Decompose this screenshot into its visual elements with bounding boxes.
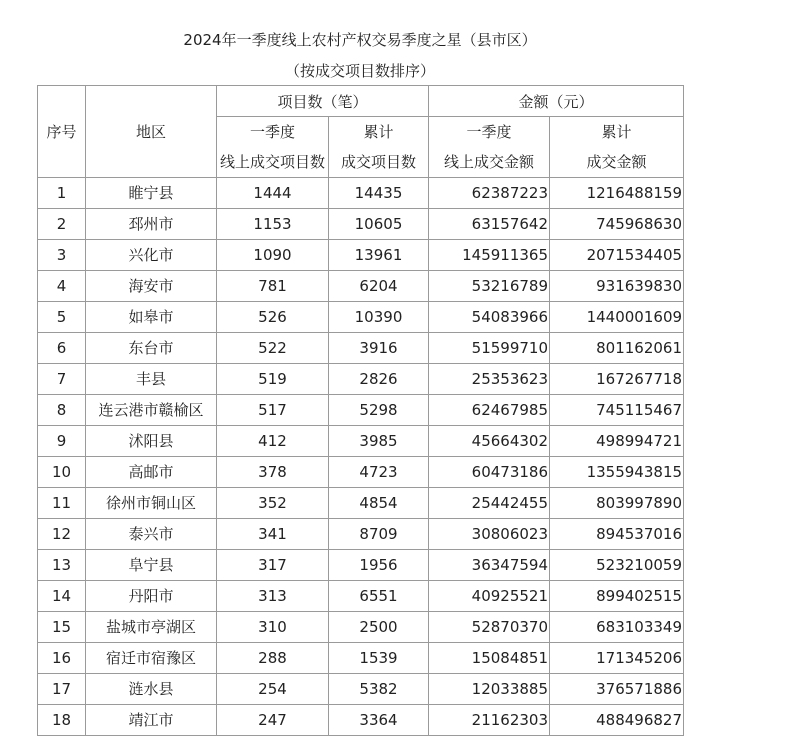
table-row bbox=[38, 178, 684, 209]
cell-q1-projects: 517 bbox=[217, 395, 329, 426]
cell-cum-amount: 1216488159 bbox=[550, 178, 684, 209]
cell-q1-projects: 313 bbox=[217, 581, 329, 612]
cell-cum-amount: 488496827 bbox=[550, 705, 684, 736]
cell-cum-projects: 2500 bbox=[329, 612, 429, 643]
table-row bbox=[38, 519, 684, 550]
cell-seq: 17 bbox=[38, 674, 86, 705]
cell-region: 如皋市 bbox=[86, 302, 217, 333]
header-amount-group: 金额（元） bbox=[429, 86, 684, 117]
cell-q1-projects: 522 bbox=[217, 333, 329, 364]
cell-q1-amount: 62387223 bbox=[429, 178, 550, 209]
table-row bbox=[38, 395, 684, 426]
cell-seq: 9 bbox=[38, 426, 86, 457]
cell-seq: 8 bbox=[38, 395, 86, 426]
cell-seq: 5 bbox=[38, 302, 86, 333]
cell-region: 海安市 bbox=[86, 271, 217, 302]
table-row bbox=[38, 581, 684, 612]
cell-seq: 6 bbox=[38, 333, 86, 364]
cell-cum-amount: 745115467 bbox=[550, 395, 684, 426]
cell-cum-amount: 2071534405 bbox=[550, 240, 684, 271]
cell-seq: 14 bbox=[38, 581, 86, 612]
cell-cum-amount: 523210059 bbox=[550, 550, 684, 581]
cell-cum-projects: 5298 bbox=[329, 395, 429, 426]
table-row bbox=[38, 643, 684, 674]
cell-seq: 1 bbox=[38, 178, 86, 209]
cell-region: 宿迁市宿豫区 bbox=[86, 643, 217, 674]
cell-q1-amount: 45664302 bbox=[429, 426, 550, 457]
cell-q1-projects: 317 bbox=[217, 550, 329, 581]
cell-q1-amount: 60473186 bbox=[429, 457, 550, 488]
cell-q1-amount: 12033885 bbox=[429, 674, 550, 705]
cell-seq: 10 bbox=[38, 457, 86, 488]
cell-q1-amount: 25353623 bbox=[429, 364, 550, 395]
table-row bbox=[38, 705, 684, 736]
cell-cum-projects: 4723 bbox=[329, 457, 429, 488]
table-row bbox=[38, 271, 684, 302]
cell-region: 靖江市 bbox=[86, 705, 217, 736]
cell-region: 丰县 bbox=[86, 364, 217, 395]
header-seq: 序号 bbox=[38, 86, 86, 178]
header-cum-amount-line1: 累计 bbox=[601, 123, 632, 141]
cell-q1-amount: 63157642 bbox=[429, 209, 550, 240]
cell-cum-amount: 498994721 bbox=[550, 426, 684, 457]
cell-region: 沭阳县 bbox=[86, 426, 217, 457]
cell-q1-amount: 30806023 bbox=[429, 519, 550, 550]
cell-q1-projects: 254 bbox=[217, 674, 329, 705]
cell-cum-projects: 4854 bbox=[329, 488, 429, 519]
cell-q1-projects: 526 bbox=[217, 302, 329, 333]
cell-region: 涟水县 bbox=[86, 674, 217, 705]
table-title: 2024年一季度线上农村产权交易季度之星（县市区） bbox=[183, 31, 537, 49]
cell-region: 盐城市亭湖区 bbox=[86, 612, 217, 643]
cell-cum-projects: 10390 bbox=[329, 302, 429, 333]
cell-cum-amount: 801162061 bbox=[550, 333, 684, 364]
cell-cum-projects: 2826 bbox=[329, 364, 429, 395]
header-cum-amount-line2: 成交金额 bbox=[586, 153, 647, 171]
ranking-table bbox=[37, 85, 684, 736]
cell-q1-projects: 310 bbox=[217, 612, 329, 643]
cell-cum-projects: 6204 bbox=[329, 271, 429, 302]
cell-region: 泰兴市 bbox=[86, 519, 217, 550]
table-row bbox=[38, 364, 684, 395]
cell-q1-projects: 781 bbox=[217, 271, 329, 302]
cell-cum-projects: 5382 bbox=[329, 674, 429, 705]
cell-q1-projects: 341 bbox=[217, 519, 329, 550]
cell-cum-amount: 745968630 bbox=[550, 209, 684, 240]
table-row bbox=[38, 240, 684, 271]
cell-q1-projects: 247 bbox=[217, 705, 329, 736]
cell-region: 东台市 bbox=[86, 333, 217, 364]
cell-q1-amount: 54083966 bbox=[429, 302, 550, 333]
cell-cum-projects: 1539 bbox=[329, 643, 429, 674]
cell-region: 阜宁县 bbox=[86, 550, 217, 581]
cell-cum-projects: 13961 bbox=[329, 240, 429, 271]
cell-q1-projects: 412 bbox=[217, 426, 329, 457]
cell-region: 睢宁县 bbox=[86, 178, 217, 209]
table-row bbox=[38, 550, 684, 581]
header-q1-projects bbox=[217, 117, 329, 178]
cell-cum-amount: 899402515 bbox=[550, 581, 684, 612]
cell-cum-amount: 803997890 bbox=[550, 488, 684, 519]
table-row bbox=[38, 209, 684, 240]
table-row bbox=[38, 488, 684, 519]
cell-cum-amount: 171345206 bbox=[550, 643, 684, 674]
header-projects-group: 项目数（笔） bbox=[217, 86, 429, 117]
cell-q1-amount: 51599710 bbox=[429, 333, 550, 364]
cell-q1-projects: 1090 bbox=[217, 240, 329, 271]
table-row bbox=[38, 302, 684, 333]
cell-q1-projects: 352 bbox=[217, 488, 329, 519]
cell-cum-projects: 3916 bbox=[329, 333, 429, 364]
cell-q1-amount: 25442455 bbox=[429, 488, 550, 519]
cell-region: 连云港市赣榆区 bbox=[86, 395, 217, 426]
table-subtitle: （按成交项目数排序） bbox=[284, 62, 435, 80]
cell-q1-amount: 52870370 bbox=[429, 612, 550, 643]
cell-cum-amount: 683103349 bbox=[550, 612, 684, 643]
cell-q1-projects: 1153 bbox=[217, 209, 329, 240]
cell-seq: 2 bbox=[38, 209, 86, 240]
table-row bbox=[38, 457, 684, 488]
cell-cum-projects: 6551 bbox=[329, 581, 429, 612]
cell-region: 徐州市铜山区 bbox=[86, 488, 217, 519]
header-cum-projects bbox=[329, 117, 429, 178]
cell-cum-projects: 3364 bbox=[329, 705, 429, 736]
cell-seq: 3 bbox=[38, 240, 86, 271]
table-row bbox=[38, 426, 684, 457]
cell-q1-amount: 53216789 bbox=[429, 271, 550, 302]
cell-q1-amount: 62467985 bbox=[429, 395, 550, 426]
table-row bbox=[38, 612, 684, 643]
cell-cum-amount: 894537016 bbox=[550, 519, 684, 550]
header-row-1 bbox=[38, 86, 684, 117]
cell-q1-amount: 40925521 bbox=[429, 581, 550, 612]
cell-seq: 16 bbox=[38, 643, 86, 674]
cell-q1-amount: 15084851 bbox=[429, 643, 550, 674]
cell-cum-projects: 3985 bbox=[329, 426, 429, 457]
cell-q1-amount: 21162303 bbox=[429, 705, 550, 736]
cell-seq: 7 bbox=[38, 364, 86, 395]
header-cum-projects-line2: 成交项目数 bbox=[341, 153, 417, 171]
cell-cum-projects: 10605 bbox=[329, 209, 429, 240]
cell-cum-projects: 1956 bbox=[329, 550, 429, 581]
table-row bbox=[38, 674, 684, 705]
cell-q1-projects: 519 bbox=[217, 364, 329, 395]
cell-region: 丹阳市 bbox=[86, 581, 217, 612]
cell-cum-amount: 167267718 bbox=[550, 364, 684, 395]
cell-seq: 11 bbox=[38, 488, 86, 519]
cell-cum-projects: 8709 bbox=[329, 519, 429, 550]
header-cum-projects-line1: 累计 bbox=[363, 123, 394, 141]
header-q1-projects-line2: 线上成交项目数 bbox=[219, 153, 325, 171]
cell-q1-projects: 288 bbox=[217, 643, 329, 674]
cell-cum-amount: 931639830 bbox=[550, 271, 684, 302]
header-q1-amount-line2: 线上成交金额 bbox=[444, 153, 535, 171]
cell-cum-amount: 1440001609 bbox=[550, 302, 684, 333]
header-q1-amount bbox=[429, 117, 550, 178]
cell-q1-amount: 36347594 bbox=[429, 550, 550, 581]
cell-cum-amount: 1355943815 bbox=[550, 457, 684, 488]
cell-region: 兴化市 bbox=[86, 240, 217, 271]
cell-q1-projects: 378 bbox=[217, 457, 329, 488]
cell-q1-projects: 1444 bbox=[217, 178, 329, 209]
table-row bbox=[38, 333, 684, 364]
cell-region: 邳州市 bbox=[86, 209, 217, 240]
cell-cum-projects: 14435 bbox=[329, 178, 429, 209]
header-q1-projects-line1: 一季度 bbox=[249, 123, 295, 141]
cell-seq: 15 bbox=[38, 612, 86, 643]
cell-seq: 13 bbox=[38, 550, 86, 581]
cell-seq: 4 bbox=[38, 271, 86, 302]
header-q1-amount-line1: 一季度 bbox=[466, 123, 512, 141]
cell-seq: 18 bbox=[38, 705, 86, 736]
cell-q1-amount: 145911365 bbox=[429, 240, 550, 271]
cell-seq: 12 bbox=[38, 519, 86, 550]
header-region: 地区 bbox=[86, 86, 217, 178]
header-cum-amount bbox=[550, 117, 684, 178]
cell-region: 高邮市 bbox=[86, 457, 217, 488]
cell-cum-amount: 376571886 bbox=[550, 674, 684, 705]
